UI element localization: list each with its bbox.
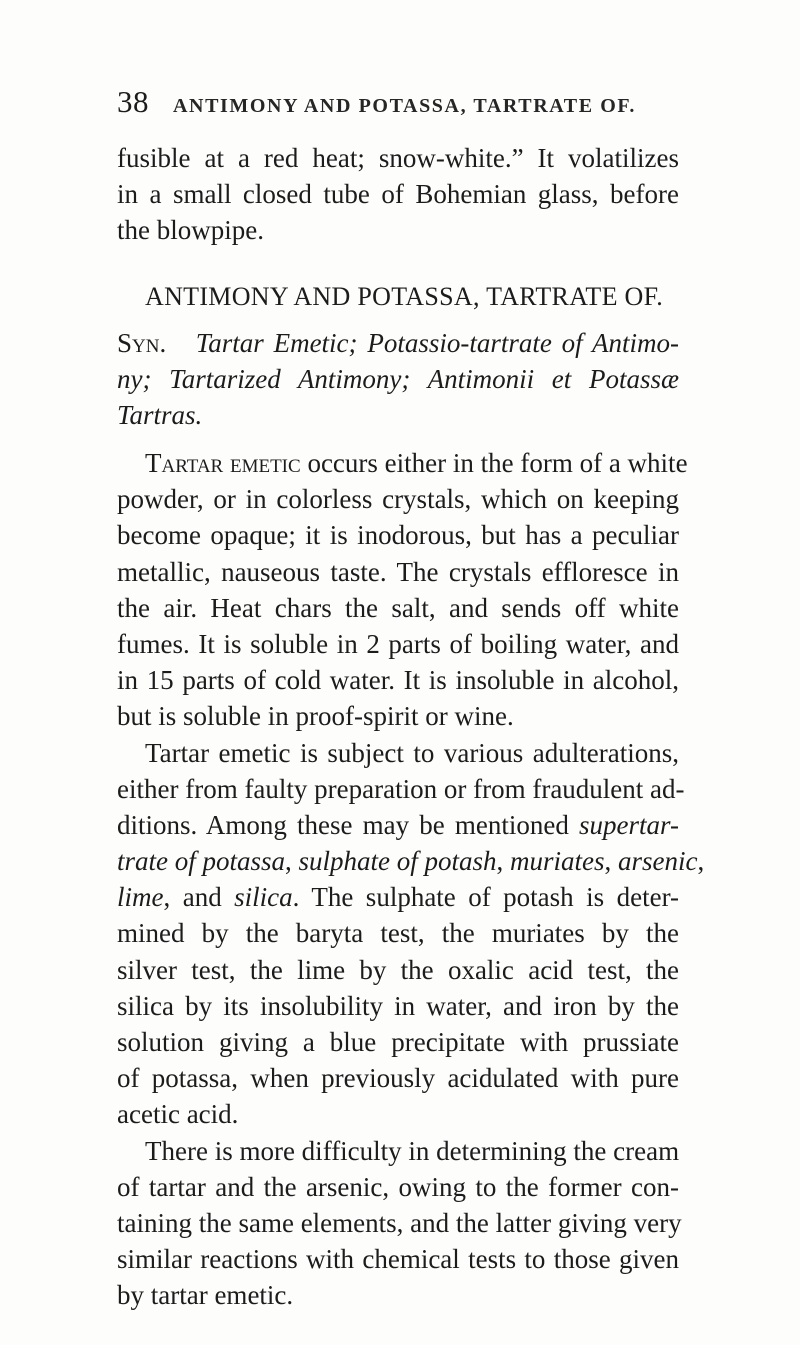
synonym-text: Tartras. [117, 400, 203, 431]
italic-term: supertar- [579, 809, 679, 840]
italic-term: silica [234, 882, 293, 913]
text-line: similar reactions with chemical tests to those given [117, 1244, 679, 1275]
text-run: . The sulphate of potash is deter- [292, 882, 680, 913]
text-line: but is soluble in proof-spirit or wine. [117, 701, 514, 732]
text-line: of potassa, when previously acidulated with pure [117, 1063, 679, 1094]
text-run: , [697, 846, 705, 877]
text-line: in a small closed tube of Bohemian glass, before [117, 179, 679, 210]
synonym-text: Tartar Emetic; Potassio-tartrate of Antimo- [195, 328, 680, 358]
synonyms-paragraph [117, 325, 679, 434]
text-run: , and [163, 882, 235, 913]
text-line: of tartar and the arsenic, owing to the former con- [117, 1171, 679, 1202]
text-line [117, 879, 679, 915]
italic-term: arsenic [618, 846, 698, 877]
text-run: , [496, 846, 511, 877]
text-line: either from faulty preparation or from fraudulent ad- [117, 773, 685, 804]
text-run: , [604, 846, 619, 877]
running-head [117, 84, 677, 118]
text-line [117, 361, 679, 397]
text-line: There is more difficulty in determining the cream [145, 1135, 680, 1166]
text-run: , [285, 846, 299, 877]
text-line: solution giving a blue precipitate with prussiate [117, 1027, 679, 1057]
text-run: occurs either in the form of a white [300, 448, 688, 478]
text-line: fusible at a red heat; snow-white.” It volatilizes [117, 143, 679, 173]
text-line: fumes. It is soluble in 2 parts of boiling water, and [117, 628, 679, 659]
text-line [117, 807, 679, 843]
text-line [117, 843, 705, 879]
text-line: acetic acid. [117, 1099, 239, 1130]
synonym-text: ny; Tartarized Antimony; Antimonii et Potassæ [117, 364, 679, 395]
text-line: the air. Heat chars the salt, and sends off white [117, 592, 679, 623]
italic-term: muriates [510, 846, 605, 877]
intro-paragraph [117, 140, 679, 249]
text-line: powder, or in colorless crystals, which on keeping [117, 484, 679, 515]
text-line [117, 325, 679, 361]
text-line [117, 445, 688, 481]
body-text [117, 445, 705, 1314]
syn-label: Syn. [117, 328, 167, 358]
text-line: in 15 parts of cold water. It is insoluble in alcohol, [117, 665, 679, 696]
text-line: the blowpipe. [117, 215, 264, 246]
italic-term: sulphate of potash [298, 846, 497, 877]
text-line: Tartar emetic is subject to various adulterations, [145, 737, 679, 768]
page-number: 38 [117, 84, 149, 119]
text-line: become opaque; it is inodorous, but has a peculiar [117, 520, 679, 551]
italic-term: lime [117, 882, 164, 913]
running-title: ANTIMONY AND POTASSA, TARTRATE OF. [173, 95, 637, 117]
text-line: by tartar emetic. [117, 1280, 294, 1311]
text-line: mined by the baryta test, the muriates by the [117, 918, 679, 949]
text-line [117, 397, 679, 433]
italic-term: trate of potassa [117, 846, 286, 877]
text-line: silica by its insolubility in water, and iron by the [117, 990, 679, 1021]
text-run: ditions. Among these may be mentioned [117, 809, 580, 840]
lead-term: Tartar emetic [145, 448, 301, 478]
section-heading: ANTIMONY AND POTASSA, TARTRATE OF. [145, 282, 664, 311]
text-line: taining the same elements, and the latter giving very [117, 1207, 682, 1238]
text-line: silver test, the lime by the oxalic acid test, the [117, 954, 679, 985]
text-line: metallic, nauseous taste. The crystals effloresce in [117, 556, 679, 587]
